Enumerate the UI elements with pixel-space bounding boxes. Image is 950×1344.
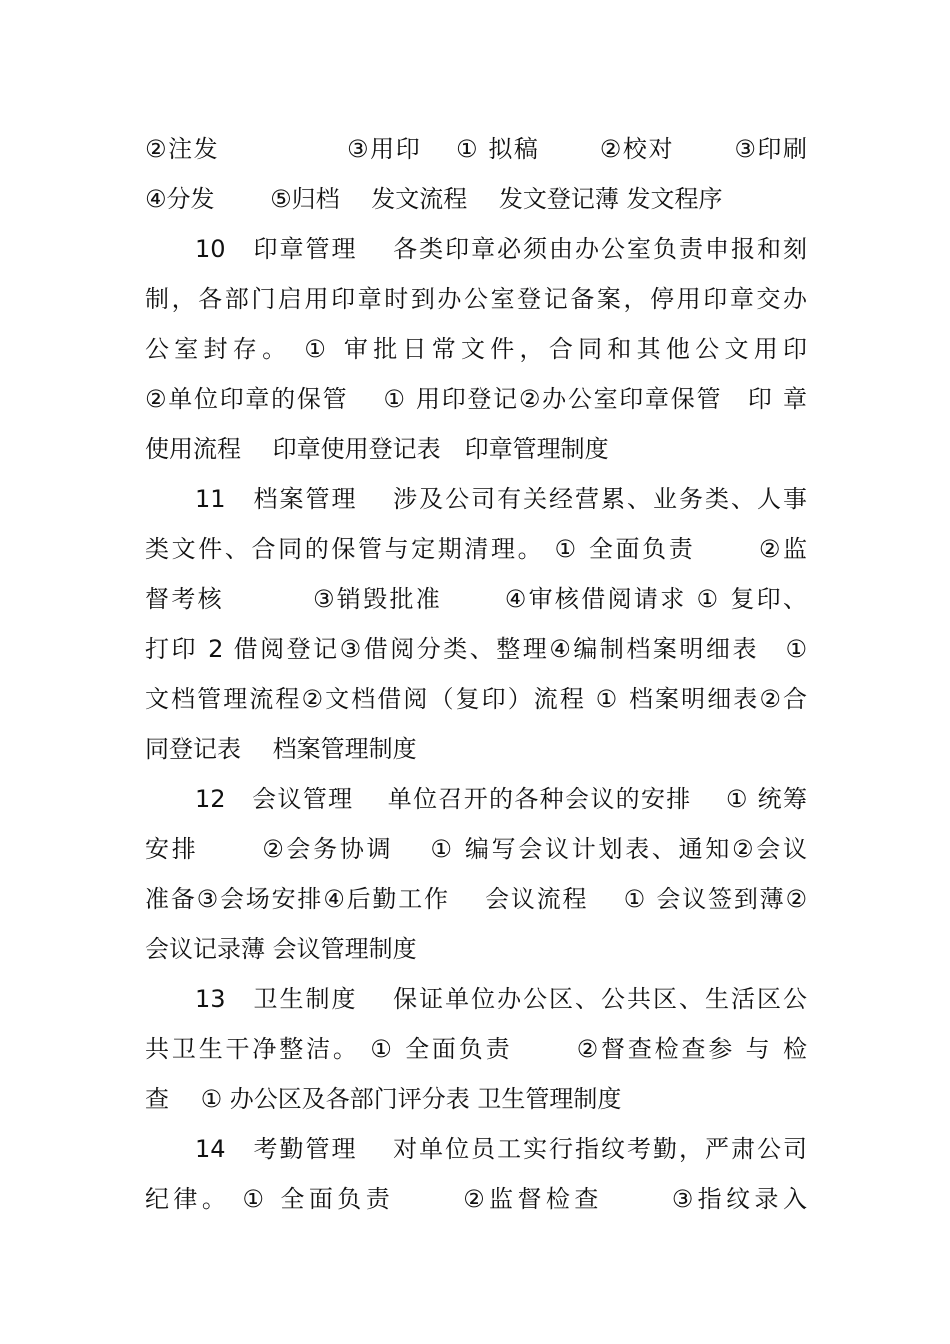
text-line: 安排 ②会务协调 ① 编写会议计划表、通知②会议 [145,835,807,863]
paragraph-start-line: 12 会议管理 单位召开的各种会议的安排 ① 统筹 [195,785,807,813]
paragraph-start-line: 11 档案管理 涉及公司有关经营累、业务类、人事 [195,485,807,513]
text-line: 督考核 ③销毁批准 ④审核借阅请求 ① 复印、 [145,585,807,613]
text-line: ②单位印章的保管 ① 用印登记②办公室印章保管 印 章 [145,385,807,413]
text-line: 文档管理流程②文档借阅（复印）流程 ① 档案明细表②合 [145,685,807,713]
text-line: 使用流程 印章使用登记表 印章管理制度 [145,435,609,463]
document-body [145,124,807,1224]
text-line: 同登记表 档案管理制度 [145,735,417,763]
text-line: 纪律。 ① 全面负责 ②监督检查 ③指纹录入 [145,1185,807,1213]
paragraph-start-line: 10 印章管理 各类印章必须由办公室负责申报和刻 [195,235,807,263]
text-line: ②注发 ③用印 ① 拟稿 ②校对 ③印刷 [145,135,807,163]
text-line: 查 ① 办公区及各部门评分表 卫生管理制度 [145,1085,622,1113]
paragraph-start-line: 13 卫生制度 保证单位办公区、公共区、生活区公 [195,985,807,1013]
text-line: ④分发 ⑤归档 发文流程 发文登记薄 发文程序 [145,185,723,213]
text-line: 共卫生干净整洁。 ① 全面负责 ②督查检查参 与 检 [145,1035,807,1063]
text-line: 制，各部门启用印章时到办公室登记备案，停用印章交办 [145,285,807,313]
text-line: 类文件、合同的保管与定期清理。 ① 全面负责 ②监 [145,535,807,563]
text-line: 打印 2 借阅登记③借阅分类、整理④编制档案明细表 ① [145,635,807,663]
paragraph-start-line: 14 考勤管理 对单位员工实行指纹考勤，严肃公司 [195,1135,807,1163]
text-line: 准备③会场安排④后勤工作 会议流程 ① 会议签到薄② [145,885,807,913]
text-line: 会议记录薄 会议管理制度 [145,935,417,963]
text-line: 公室封存。 ① 审批日常文件，合同和其他公文用印 [145,335,807,363]
